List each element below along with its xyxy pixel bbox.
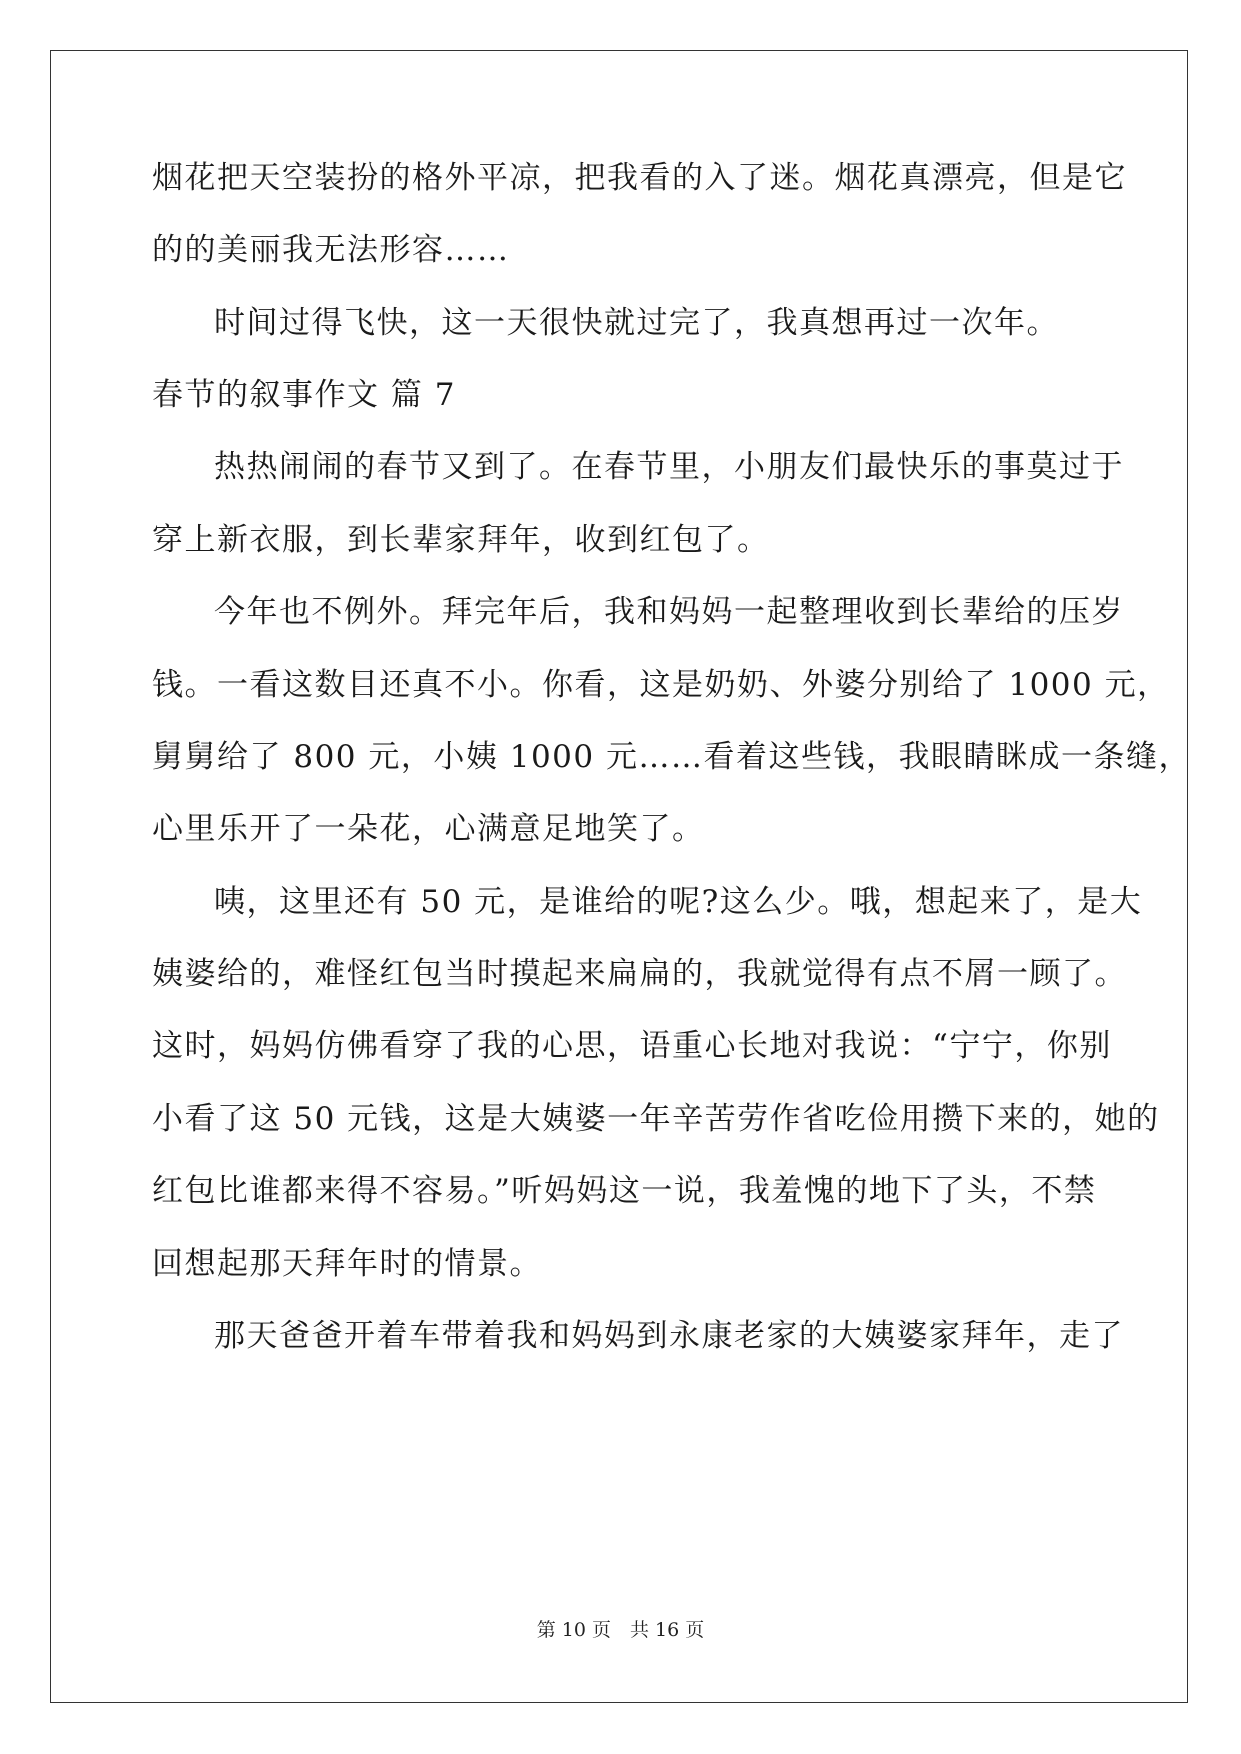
text-line: 小看了这 50 元钱，这是大姨婆一年辛苦劳作省吃俭用攒下来的，她的: [152, 1101, 1160, 1137]
text-line: 这时，妈妈仿佛看穿了我的心思，语重心长地对我说：“宁宁，你别: [152, 1028, 1112, 1064]
text-line: 钱。一看这数目还真不小。你看，这是奶奶、外婆分别给了 1000 元，: [152, 667, 1170, 703]
text-line: 热热闹闹的春节又到了。在春节里，小朋友们最快乐的事莫过于: [214, 449, 1124, 485]
page-border: [50, 50, 1188, 1703]
text-line: 姨婆给的，难怪红包当时摸起来扁扁的，我就觉得有点不屑一顾了。: [152, 956, 1127, 992]
text-line: 那天爸爸开着车带着我和妈妈到永康老家的大姨婆家拜年，走了: [214, 1318, 1124, 1354]
page-number: 第 10 页 共 16 页: [536, 1619, 705, 1641]
text-line: 回想起那天拜年时的情景。: [152, 1246, 542, 1282]
text-line: 咦，这里还有 50 元，是谁给的呢?这么少。哦，想起来了，是大: [214, 884, 1143, 920]
text-line: 烟花把天空装扮的格外平凉，把我看的入了迷。烟花真漂亮，但是它: [152, 160, 1127, 196]
text-line: 的的美丽我无法形容……: [152, 232, 510, 268]
text-line: 心里乐开了一朵花，心满意足地笑了。: [152, 811, 705, 847]
text-line: 舅舅给了 800 元，小姨 1000 元……看着这些钱，我眼睛眯成一条缝，: [152, 739, 1191, 775]
text-line: 时间过得飞快，这一天很快就过完了，我真想再过一次年。: [214, 305, 1059, 341]
text-line: 红包比谁都来得不容易。”听妈妈这一说，我羞愧的地下了头，不禁: [152, 1173, 1097, 1209]
text-line: 穿上新衣服，到长辈家拜年，收到红包了。: [152, 522, 770, 558]
text-line: 今年也不例外。拜完年后，我和妈妈一起整理收到长辈给的压岁: [214, 594, 1124, 630]
section-heading: 春节的叙事作文 篇 7: [152, 377, 456, 413]
